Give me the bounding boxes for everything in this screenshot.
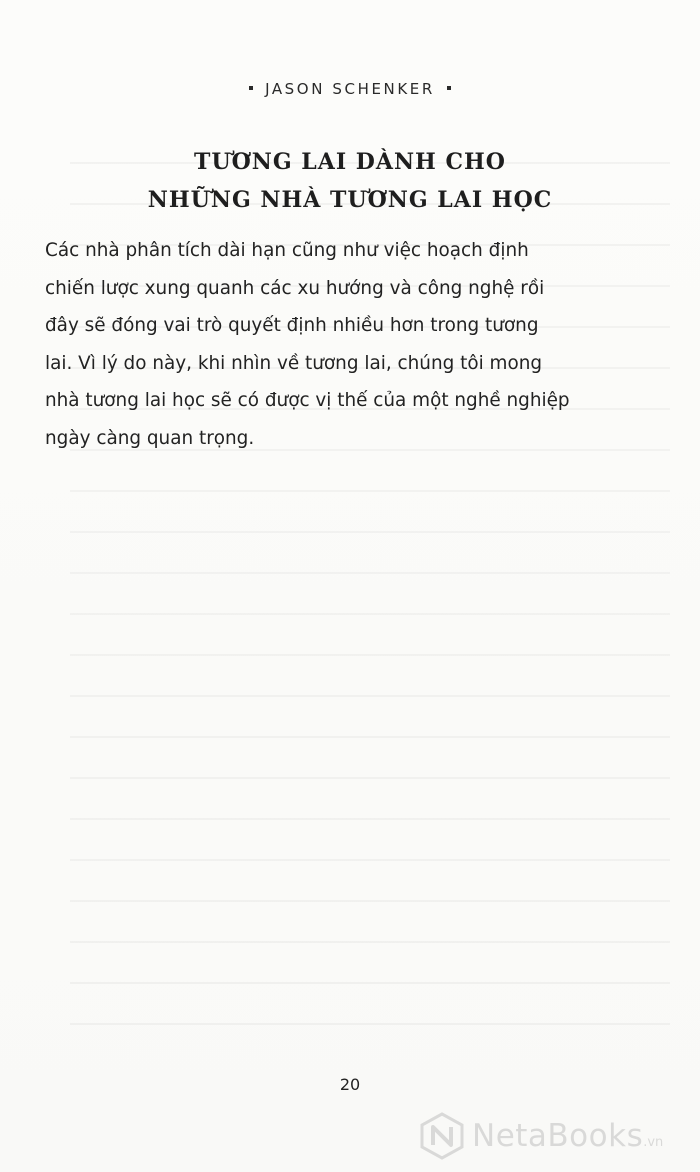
bullet-left-icon [249, 86, 253, 90]
watermark-brand: NetaBooks [472, 1118, 644, 1154]
body-line: chiến lược xung quanh các xu hướng và công nghệ rồi [45, 277, 545, 299]
body-line: Các nhà phân tích dài hạn cũng như việc hoạch định [45, 240, 529, 261]
chapter-title-line-2: NHỮNG NHÀ TƯƠNG LAI HỌC [147, 187, 553, 213]
bullet-right-icon [447, 86, 451, 90]
body-paragraph [45, 232, 645, 458]
running-head-author: JASON SCHENKER [265, 80, 435, 98]
netabooks-logo-icon [418, 1112, 466, 1160]
body-line: lai. Vì lý do này, khi nhìn về tương lai, chúng tôi mong [45, 352, 543, 374]
watermark [418, 1108, 700, 1164]
page-number: 20 [339, 1075, 361, 1094]
running-head [0, 80, 700, 98]
chapter-title-line-1: TƯƠNG LAI DÀNH CHO [194, 149, 506, 175]
watermark-suffix: .vn [643, 1135, 664, 1150]
body-line: nhà tương lai học sẽ có được vị thế của một nghề nghiệp [45, 390, 570, 412]
chapter-title [0, 143, 700, 219]
body-line: đây sẽ đóng vai trò quyết định nhiều hơn trong tương [45, 315, 539, 337]
body-line: ngày càng quan trọng. [45, 427, 255, 449]
